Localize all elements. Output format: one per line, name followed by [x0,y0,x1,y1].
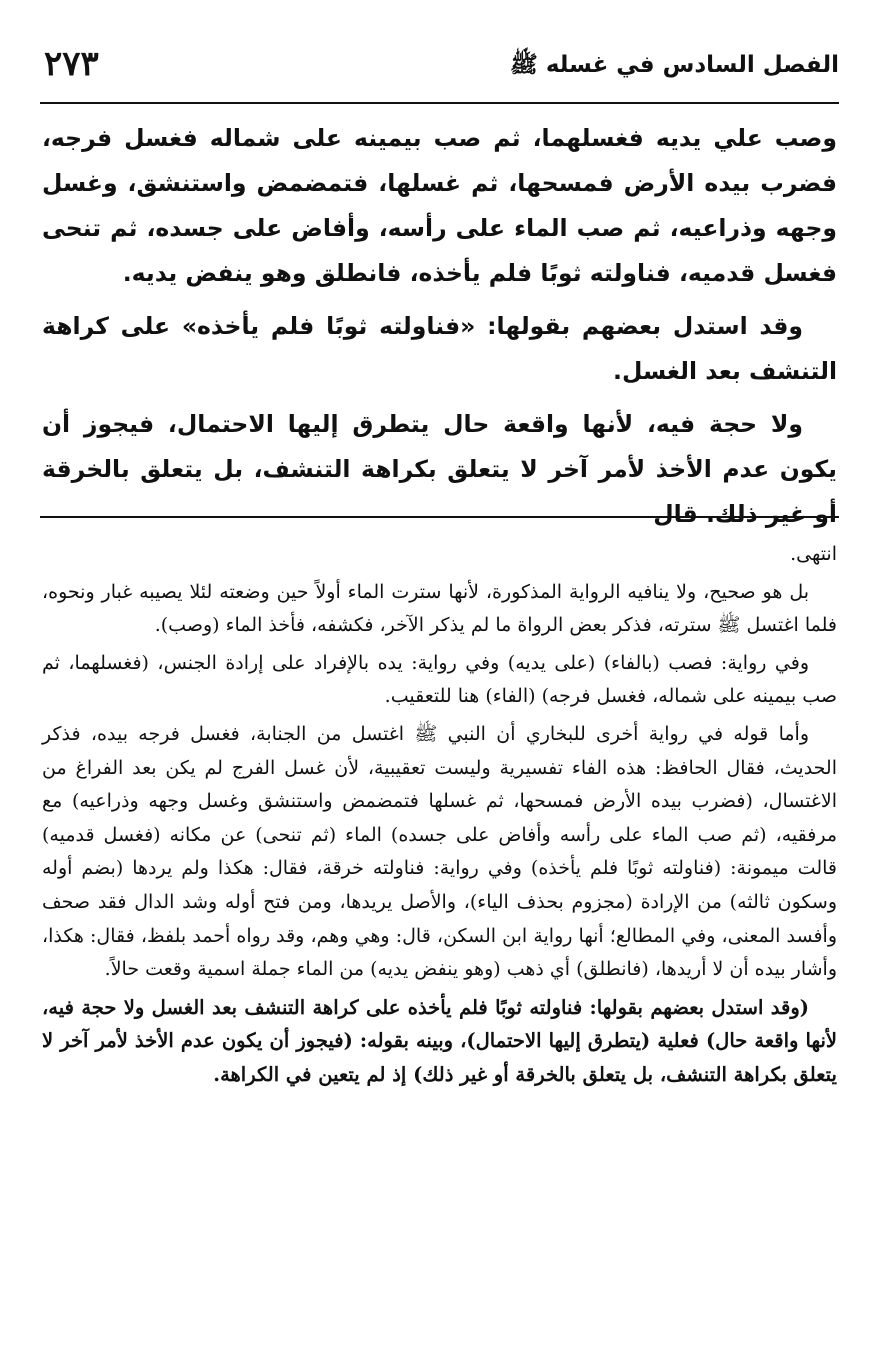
commentary [42,538,837,1096]
main-text [42,116,837,545]
header-rule [40,102,839,104]
commentary-paragraph-5: (وقد استدل بعضهم بقولها: فناولته ثوبًا فلم يأخذه على كراهة التنشف بعد الغسل ولا حجة فيه، لأنها واقعة حال) فعلية (يتطرق إليها الاحتمال)، وبينه بقوله: (فيجوز أن يكون عدم الأخذ لأمر آخر لا يتعلق بكراهة التنشف، بل يتعلق بالخرقة أو غير ذلك) إذ لم يتعين في الكراهة. [42,995,837,1086]
commentary-paragraph-4: وأما قوله في رواية أخرى للبخاري أن النبي ﷺ اغتسل من الجنابة، فغسل فرجه بيده، فذكر الحديث، فقال الحافظ: هذه الفاء تفسيرية وليست تعقيبية، لأن غسل الفرج لم يكن بعد الفراغ من الاغتسال، (فضرب بيده الأرض فمسحها، ثم غسلها فتمضمض واستنشق وغسل وجهه وذراعيه) مع مرفقيه، (ثم صب الماء على رأسه وأفاض على جسده) الماء (ثم تنحى) عن مكانه (فغسل قدميه) قالت ميمونة: (فناولته ثوبًا فلم يأخذه) وفي رواية: فناولته خرقة، فقال: هكذا ولم يردها (بضم أوله وسكون ثالثه) من الإرادة (مجزوم بحذف الياء)، والأصل يريدها، ومن فتح أوله وشد الدال فقد صحف وأفسد المعنى، وفي المطالع؛ أنها رواية ابن السكن، قال: وهي وهم، وقد رواه أحمد بلفظ، فقال: هكذا، وأشار بيده أن لا أريدها، (فانطلق) أي ذهب (وهو ينفض يديه) من الماء جملة اسمية وقعت حالاً. [42,722,837,981]
commentary-paragraph-2: بل هو صحيح، ولا ينافيه الرواية المذكورة، لأنها سترت الماء أولاً حين وضعته لئلا يصيبه غبار ونحوه، فلما اغتسل ﷺ سترته، فذكر بعض الرواة ما لم يذكر الآخر، فكشفه، فأخذ الماء (وصب). [42,580,837,637]
main-paragraph-3: ولا حجة فيه، لأنها واقعة حال يتطرق إليها الاحتمال، فيجوز أن يكون عدم الأخذ لأمر آخر لا يتعلق بكراهة التنشف، بل يتعلق بالخرقة أو غير ذلك. قال [42,410,837,528]
page-number: ٢٧٣ [44,44,99,84]
page-header [40,38,839,98]
chapter-title: الفصل السادس في غسله ﷺ [510,52,839,78]
main-paragraph-1: وصب علي يديه فغسلهما، ثم صب بيمينه على شماله فغسل فرجه، فضرب بيده الأرض فمسحها، ثم غسلها، فتمضمض واستنشق، وغسل وجهه وذراعيه، ثم صب الماء على رأسه، وأفاض على جسده، ثم تنحى فغسل قدميه، فناولته ثوبًا فلم يأخذه، فانطلق وهو ينفض يديه. [42,124,837,287]
main-paragraph-2: وقد استدل بعضهم بقولها: «فناولته ثوبًا فلم يأخذه» على كراهة التنشف بعد الغسل. [42,312,837,385]
commentary-rule [40,516,839,518]
commentary-paragraph-3: وفي رواية: فصب (بالفاء) (على يديه) وفي رواية: يده بالإفراد على إرادة الجنس، (فغسلهما، ثم صب بيمينه على شماله، فغسل فرجه) (الفاء) هنا للتعقيب. [42,651,837,708]
commentary-paragraph-1: انتهى. [790,543,837,565]
